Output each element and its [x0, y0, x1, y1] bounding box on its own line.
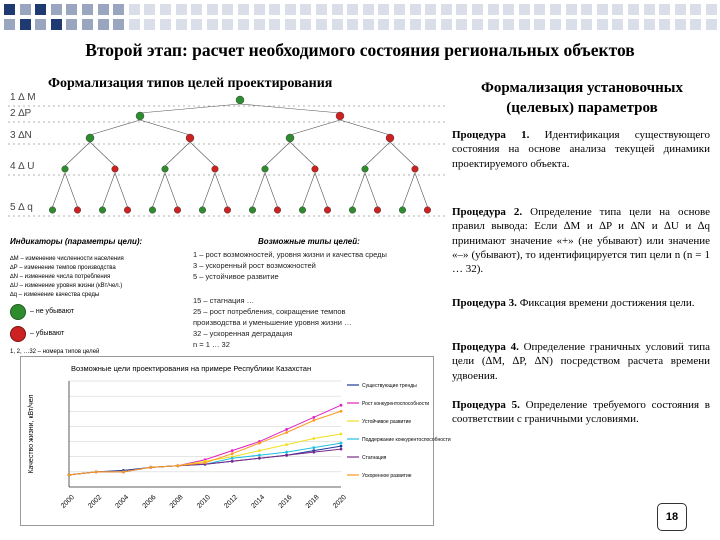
indicators-title: Индикаторы (параметры цели): [10, 237, 143, 246]
procedure-label: Процедура 4. [452, 341, 519, 353]
data-point [340, 410, 343, 413]
decor-square [456, 19, 467, 30]
goal-type-tree [0, 92, 450, 220]
decor-square [503, 4, 514, 15]
decor-square [207, 19, 218, 30]
red-node-icon [336, 112, 344, 120]
tree-edge [353, 173, 366, 207]
green-node-icon [299, 207, 306, 214]
goal-type-item: 3 – ускоренный рост возможностей [193, 261, 316, 270]
tree-edge [265, 142, 290, 166]
right-section-heading: Формализация установочных (целевых) параметров [481, 80, 683, 116]
decor-square [129, 4, 140, 15]
decor-square [519, 19, 530, 30]
decor-square [238, 19, 249, 30]
level-label: 3 ∆N [10, 130, 32, 141]
decor-square [129, 19, 140, 30]
red-circle-icon [10, 326, 26, 342]
decor-square [35, 4, 46, 15]
procedure-2 [452, 205, 710, 276]
data-point [312, 416, 315, 419]
decor-square [98, 4, 109, 15]
tree-edge [265, 173, 278, 207]
data-point [340, 448, 343, 451]
decor-square [363, 19, 374, 30]
decor-square [144, 19, 155, 30]
decor-square [51, 4, 62, 15]
goal-type-item: 1 – рост возможностей, уровня жизни и качества среды [193, 250, 387, 259]
tree-edge [165, 173, 178, 207]
green-node-icon [49, 207, 56, 214]
decor-square [612, 4, 623, 15]
x-tick-label: 2012 [223, 493, 240, 510]
procedure-text: Фиксация времени достижения цели. [516, 297, 695, 309]
data-point [312, 419, 315, 422]
goal-type-item: n = 1 … 32 [193, 340, 230, 349]
data-point [340, 404, 343, 407]
data-point [68, 473, 71, 476]
green-node-icon [286, 134, 294, 142]
decor-square [363, 4, 374, 15]
tree-edge [240, 104, 340, 113]
decor-square [519, 4, 530, 15]
decor-square [706, 19, 717, 30]
chart-panel [20, 356, 451, 526]
x-tick-label: 2004 [114, 493, 131, 510]
decor-square [644, 4, 655, 15]
decor-square [82, 4, 93, 15]
decor-square [254, 4, 265, 15]
decor-square [51, 19, 62, 30]
procedure-text: Идентификация существующего состояния на основе анализа текущей динамики проектируемого объекта. [452, 129, 710, 170]
decor-square [394, 4, 405, 15]
decor-square [35, 19, 46, 30]
legend-label: Поддержание конкурентоспособности [362, 437, 451, 443]
indicator-item: ∆q – изменение качества среды [10, 292, 100, 298]
level-label: 2 ∆P [10, 108, 32, 119]
decor-square [472, 19, 483, 30]
data-point [231, 449, 234, 452]
decor-square [332, 19, 343, 30]
red-node-icon [386, 134, 394, 142]
decor-square [207, 4, 218, 15]
red-node-icon [424, 207, 431, 214]
indicator-item: ∆M – изменение численности населения [10, 256, 124, 262]
tree-edge [365, 173, 378, 207]
decor-square [191, 4, 202, 15]
level-label: 5 ∆ q [10, 202, 33, 213]
decor-square [675, 4, 686, 15]
series-line [69, 434, 341, 475]
procedure-4 [452, 340, 710, 383]
decor-square [394, 19, 405, 30]
header-decoration [0, 0, 720, 36]
decor-square [488, 4, 499, 15]
data-point [176, 464, 179, 467]
red-node-icon [186, 134, 194, 142]
tree-edge [90, 142, 115, 166]
decor-square [628, 19, 639, 30]
x-tick-label: 2002 [87, 493, 104, 510]
procedure-3 [452, 296, 710, 310]
decor-square [581, 4, 592, 15]
procedure-text: Определение граничных условий типа цели (∆M, ∆P, ∆N) посредством расчета времени удвоения. [452, 341, 710, 382]
x-tick-label: 2018 [304, 493, 321, 510]
tree-edge [103, 173, 116, 207]
goal-type-item: 15 – стагнация … [193, 296, 255, 305]
indicator-item: ∆P – изменение темпов производства [10, 265, 116, 271]
red-node-icon [374, 207, 381, 214]
decor-square [441, 4, 452, 15]
decor-square [612, 19, 623, 30]
numbering-note: 1, 2, …32 – номера типов целей [10, 349, 100, 355]
page-title: Второй этап: расчет необходимого состояния региональных объектов [85, 40, 635, 60]
data-point [204, 461, 207, 464]
data-point [312, 451, 315, 454]
decor-square [176, 4, 187, 15]
decor-square [534, 19, 545, 30]
legend-not-decreasing: – не убывают [30, 308, 74, 315]
decor-square [160, 4, 171, 15]
x-tick-label: 2014 [250, 493, 267, 510]
decor-square [238, 4, 249, 15]
goal-type-item: 32 – ускоренная деградация [193, 329, 293, 338]
decor-square [378, 19, 389, 30]
decor-square [98, 19, 109, 30]
tree-edge [190, 142, 215, 166]
red-node-icon [112, 166, 119, 173]
tree-edge [415, 173, 428, 207]
decor-square [4, 19, 15, 30]
decor-square [66, 19, 77, 30]
decor-square [410, 4, 421, 15]
decor-square [690, 4, 701, 15]
tree-edge [315, 173, 328, 207]
decor-square [706, 4, 717, 15]
procedure-label: Процедура 3. [452, 297, 517, 309]
green-node-icon [136, 112, 144, 120]
procedure-1 [452, 128, 710, 171]
red-node-icon [324, 207, 331, 214]
data-point [285, 454, 288, 457]
green-node-icon [262, 166, 269, 173]
decor-square [113, 4, 124, 15]
decor-square [316, 19, 327, 30]
decor-square [659, 19, 670, 30]
red-node-icon [274, 207, 281, 214]
green-node-icon [149, 207, 156, 214]
green-node-icon [62, 166, 69, 173]
decor-square [550, 19, 561, 30]
decor-square [285, 19, 296, 30]
y-axis-label: Качество жизни, кВт/чел [28, 394, 35, 474]
procedure-5 [452, 398, 710, 427]
tree-edge [53, 173, 66, 207]
green-node-icon [249, 207, 256, 214]
legend-label: Ускоренное развитие [362, 473, 412, 479]
decor-square [176, 19, 187, 30]
goal-type-item: 25 – рост потребления, сокращение темпов [193, 307, 346, 316]
decor-square [20, 19, 31, 30]
decor-square [66, 4, 77, 15]
x-tick-label: 2000 [59, 493, 76, 510]
green-node-icon [349, 207, 356, 214]
data-point [231, 460, 234, 463]
green-node-icon [362, 166, 369, 173]
tree-edge [165, 142, 190, 166]
decor-square [597, 19, 608, 30]
green-node-icon [199, 207, 206, 214]
red-node-icon [212, 166, 219, 173]
decor-square [644, 19, 655, 30]
data-point [149, 466, 152, 469]
green-circle-icon [10, 304, 26, 320]
decor-square [378, 4, 389, 15]
decor-square [628, 4, 639, 15]
decor-square [581, 19, 592, 30]
tree-edge [365, 142, 390, 166]
tree-edge [253, 173, 266, 207]
tree-edge [65, 173, 78, 207]
green-node-icon [99, 207, 106, 214]
decor-square [425, 19, 436, 30]
decor-square [4, 4, 15, 15]
data-point [258, 457, 261, 460]
level-label: 4 ∆ U [10, 161, 35, 172]
legend-decreasing: – убывают [30, 330, 65, 337]
decor-square [566, 4, 577, 15]
data-point [312, 446, 315, 449]
decor-square [285, 4, 296, 15]
legend-label: Стагнация [362, 455, 387, 461]
x-tick-label: 2006 [141, 493, 158, 510]
data-point [285, 451, 288, 454]
data-point [285, 431, 288, 434]
decor-square [597, 4, 608, 15]
decor-square [690, 19, 701, 30]
decor-square [20, 4, 31, 15]
data-point [258, 442, 261, 445]
tree-edge [140, 104, 240, 113]
indicator-item: ∆N – изменение числа потребления [10, 274, 111, 280]
red-node-icon [124, 207, 131, 214]
line-chart [21, 357, 451, 525]
decor-square [347, 4, 358, 15]
x-tick-label: 2008 [168, 493, 185, 510]
goal-type-item: 5 – устойчивое развитие [193, 272, 279, 281]
green-node-icon [162, 166, 169, 173]
decor-square [222, 4, 233, 15]
tree-edge [153, 173, 166, 207]
x-tick-label: 2016 [277, 493, 294, 510]
tree-edge [65, 142, 90, 166]
decor-square [472, 4, 483, 15]
tree-edge [290, 120, 340, 135]
decor-square [550, 4, 561, 15]
chart-title: Возможные цели проектирования на примере Республики Казахстан [71, 364, 312, 373]
decor-square [269, 4, 280, 15]
data-point [340, 445, 343, 448]
data-point [258, 454, 261, 457]
decor-square [82, 19, 93, 30]
legend-label: Существующие тренды [362, 383, 417, 389]
left-section-heading: Формализация типов целей проектирования [48, 76, 333, 91]
decor-square [347, 19, 358, 30]
decor-square [144, 4, 155, 15]
data-point [231, 457, 234, 460]
decor-square [300, 4, 311, 15]
decor-square [488, 19, 499, 30]
decor-square [503, 19, 514, 30]
red-node-icon [74, 207, 81, 214]
procedure-text: Определение требуемого состояния в соответствии с граничными условиями. [452, 399, 711, 426]
decor-square [191, 19, 202, 30]
data-point [231, 452, 234, 455]
legend-label: Рост конкурентоспособности [362, 401, 430, 407]
red-node-icon [312, 166, 319, 173]
tree-edge [390, 142, 415, 166]
decor-square [410, 19, 421, 30]
tree-edge [140, 120, 190, 135]
red-node-icon [412, 166, 419, 173]
decor-square [675, 19, 686, 30]
decor-square [316, 4, 327, 15]
data-point [312, 437, 315, 440]
decor-square [254, 19, 265, 30]
goal-type-item: производства и уменьшение уровня жизни … [193, 318, 352, 327]
procedure-label: Процедура 1. [452, 129, 530, 141]
red-node-icon [224, 207, 231, 214]
indicator-item: ∆U – изменение уровня жизни (кВт/чел.) [10, 283, 123, 289]
data-point [95, 470, 98, 473]
tree-edge [340, 120, 390, 135]
procedure-text: Определение типа цели на основе правил вывода: Если ∆M и ∆P и ∆N и ∆U и ∆q принимают значение «+» (не убывают) или значение «–» (убывают), то идентифицируется тип цели n (n = 1 … 32). [452, 206, 710, 276]
tree-edge [290, 142, 315, 166]
x-tick-label: 2010 [195, 493, 212, 510]
data-point [258, 449, 261, 452]
data-point [340, 442, 343, 445]
data-point [340, 433, 343, 436]
procedure-label: Процедура 2. [452, 206, 523, 218]
green-node-icon [86, 134, 94, 142]
decor-square [269, 19, 280, 30]
tree-edge [215, 173, 228, 207]
legend-label: Устойчивое развитие [362, 419, 412, 425]
data-point [122, 470, 125, 473]
red-node-icon [174, 207, 181, 214]
tree-edge [115, 173, 128, 207]
tree-edge [203, 173, 216, 207]
decor-square [659, 4, 670, 15]
decor-square [441, 19, 452, 30]
decor-square [222, 19, 233, 30]
goal-types-title: Возможные типы целей: [258, 237, 360, 246]
decor-square [160, 19, 171, 30]
decor-square [113, 19, 124, 30]
data-point [285, 443, 288, 446]
decor-square [425, 4, 436, 15]
tree-edge [403, 173, 416, 207]
page-number: 18 [657, 503, 687, 531]
tree-edge [303, 173, 316, 207]
x-tick-label: 2020 [331, 493, 348, 510]
green-node-icon [399, 207, 406, 214]
decor-square [300, 19, 311, 30]
decor-square [566, 19, 577, 30]
decor-square [456, 4, 467, 15]
green-node-icon [236, 96, 244, 104]
decor-square [534, 4, 545, 15]
data-point [285, 428, 288, 431]
decor-square [332, 4, 343, 15]
level-label: 1 ∆ M [10, 92, 36, 103]
tree-edge [90, 120, 140, 135]
procedure-label: Процедура 5. [452, 399, 520, 411]
